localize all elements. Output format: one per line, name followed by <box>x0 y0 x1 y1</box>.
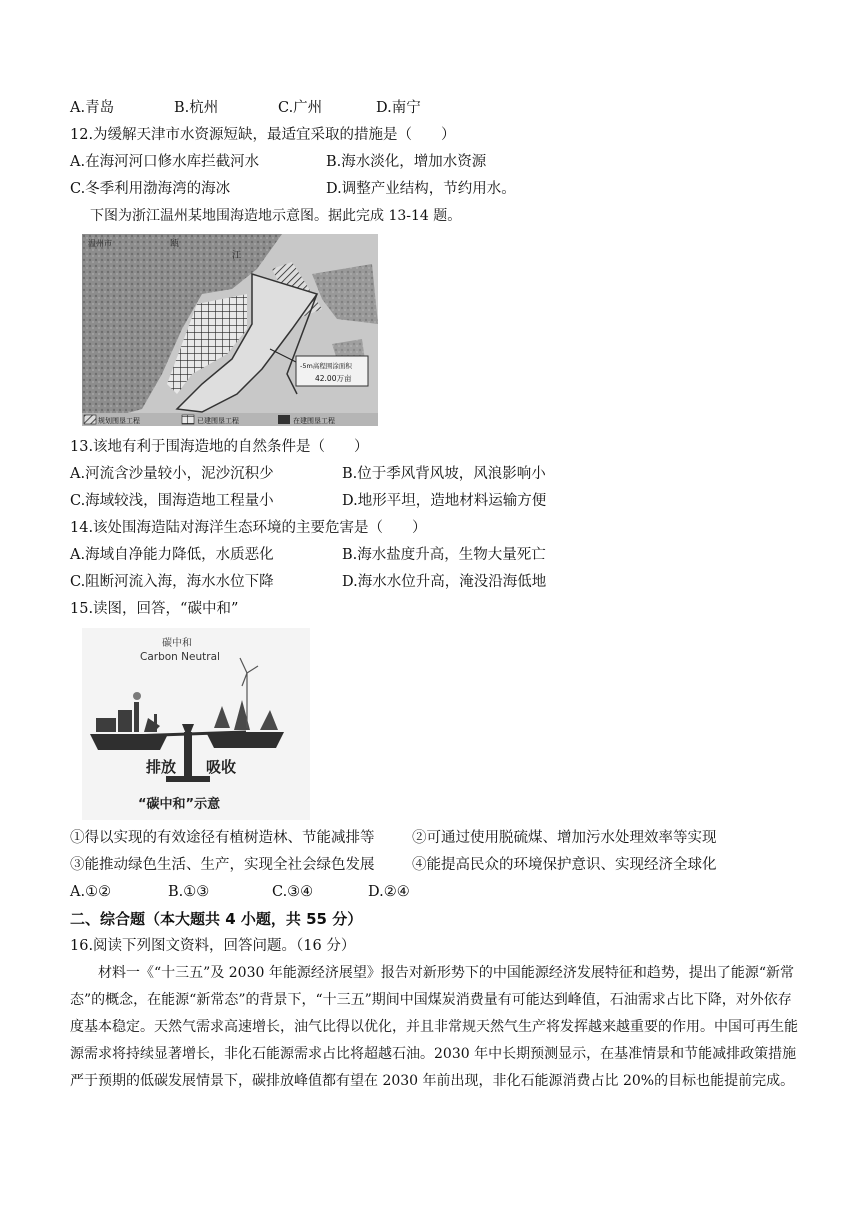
q15-statements-row2 <box>70 855 717 875</box>
option: D.海水水位升高，淹没沿海低地 <box>342 574 547 590</box>
statement: ③能推动绿色生活、生产，实现全社会绿色发展 <box>70 857 375 873</box>
legend-built: 已建围垦工程 <box>197 417 239 425</box>
map-label-river2: 江 <box>232 251 242 261</box>
legend-building: 在建围垦工程 <box>293 417 335 425</box>
q12-options-row1 <box>70 152 486 172</box>
option: C.③④ <box>272 884 314 900</box>
option: B.杭州 <box>174 100 219 116</box>
option: A.①② <box>70 884 112 900</box>
option: B.海水淡化，增加水资源 <box>326 154 487 170</box>
option: D.地形平坦，造地材料运输方便 <box>342 493 547 509</box>
legend-swatch-building <box>278 415 290 424</box>
option: B.海水盐度升高，生物大量死亡 <box>342 547 546 563</box>
statement: ④能提高民众的环境保护意识、实现经济全球化 <box>412 857 717 873</box>
option: C.阻断河流入海，海水水位下降 <box>70 574 274 590</box>
option: D.南宁 <box>376 100 421 116</box>
option: A.青岛 <box>70 100 115 116</box>
q15-statements-row1 <box>70 828 717 848</box>
legend-swatch-built <box>182 415 194 424</box>
option: C.冬季利用渤海湾的海冰 <box>70 181 231 197</box>
balance-base <box>166 776 210 782</box>
q12-options-row2 <box>70 179 516 199</box>
label-absorption: 吸收 <box>206 758 237 776</box>
option: D.②④ <box>368 884 410 900</box>
section-title: 二、综合题（本大题共 4 小题，共 55 分） <box>70 910 363 928</box>
legend-planned: 规划围垦工程 <box>98 417 140 425</box>
figure-title-cn: 碳中和 <box>162 638 192 649</box>
option: C.海域较浅，围海造地工程量小 <box>70 493 274 509</box>
figure-caption: “碳中和”示意 <box>138 797 221 812</box>
question-stem: 14.该处围海造陆对海洋生态环境的主要危害是（ ） <box>70 520 427 536</box>
option: D.调整产业结构，节约用水。 <box>326 181 516 197</box>
statement: ②可通过使用脱硫煤、增加污水处理效率等实现 <box>412 830 717 846</box>
q13-options-row2 <box>70 491 546 511</box>
material-paragraph: 材料一《“十三五”及 2030 年能源经济展望》报告对新形势下的中国能源经济发展特征和趋势，提出了能源“新常态”的概念，在能源“新常态”的背景下，“十三五”期间中国煤炭消费量有可能达到峰值，石油需求占比下降，对外依存度基本稳定。天然气需求高速增长，油气比得以优化，并且非常规天然气生产将发挥越来越重要的作用。中国可再生能源需求将持续显著增长，非化石能源需求占比将超越石油。2030 年中长期预测显示，在基准情景和节能减排政策措施严于预期的低碳发展情景下，碳排放峰值都有望在 2030 年前出现，非化石能源消费占比 20%的目标也能提前完成。 <box>70 965 798 1089</box>
option: B.位于季风背风坡，风浪影响小 <box>342 466 546 482</box>
map-label-river: 瓯 <box>170 239 180 249</box>
q14-options-row2 <box>70 572 546 592</box>
option: A.海域自净能力降低，水质恶化 <box>70 547 274 563</box>
option: A.河流含沙量较小，泥沙沉积少 <box>70 466 274 482</box>
option: C.广州 <box>278 100 323 116</box>
callout-text-1: -5m高程围涂面积 <box>300 362 352 370</box>
callout-text-2: 42.00万亩 <box>315 374 352 383</box>
intro-13-14: 下图为浙江温州某地围海造地示意图。据此完成 13-14 题。 <box>90 208 462 224</box>
balance-pole <box>184 732 192 778</box>
statement: ①得以实现的有效途径有植树造林、节能减排等 <box>70 830 375 846</box>
q15-options <box>70 882 410 902</box>
q13-options-row1 <box>70 464 546 484</box>
option: B.①③ <box>168 884 210 900</box>
question-stem: 15.读图，回答，“碳中和” <box>70 601 239 617</box>
figure-title-en: Carbon Neutral <box>140 651 220 663</box>
option: A.在海河河口修水库拦截河水 <box>70 154 260 170</box>
legend-swatch-planned <box>84 415 96 424</box>
question-stem: 16.阅读下列图文资料，回答问题。（16 分） <box>70 938 356 954</box>
q14-options-row1 <box>70 545 546 565</box>
q11-options <box>70 98 421 118</box>
question-stem: 13.该地有利于围海造地的自然条件是（ ） <box>70 439 369 455</box>
question-stem: 12.为缓解天津市水资源短缺，最适宜采取的措施是（ ） <box>70 127 456 143</box>
map-label-city: 温州市 <box>88 239 112 248</box>
carbon-neutral-figure <box>82 628 310 820</box>
label-emission: 排放 <box>146 758 177 776</box>
reclamation-map-figure <box>82 234 378 426</box>
